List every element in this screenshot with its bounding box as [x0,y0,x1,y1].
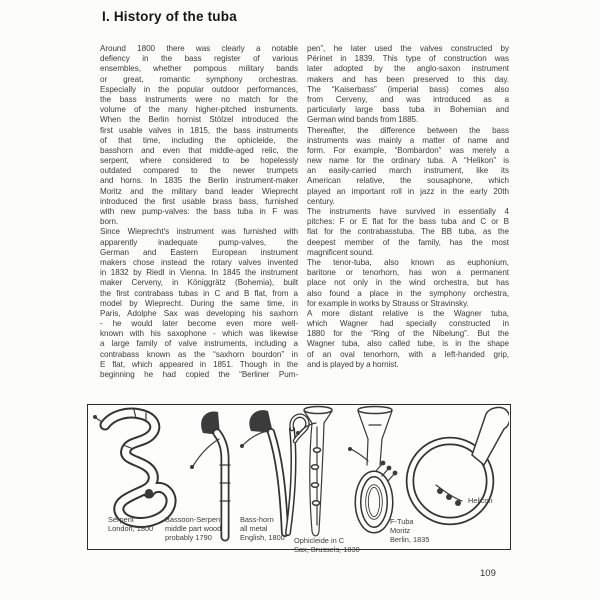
body-text-line: contrabass known as the “saxhorn bourdon” in [100,349,298,359]
body-text-left-column [100,44,298,380]
body-text-line: model by Wieprecht. During the same time, in [100,298,298,308]
caption-f-tuba [390,517,429,544]
body-text-line: maker Cerveny, in Königgrätz (Bohemia), built [100,278,298,288]
body-text-line: German wind bands from 1885. [307,115,419,125]
body-text-line: played an important roll in jazz in the early 20th [307,186,509,196]
caption-bassoon-serpent [165,515,222,542]
caption-line: Sax, Brussels, 1830 [294,545,360,554]
body-text-line: beginning he had copied the “Berliner Pum- [100,370,298,379]
caption-line: Bassoon-Serpent [165,515,223,524]
body-text-line: for example in works by Strauss or Stravinsky. [307,298,469,308]
page-number: 109 [480,568,496,579]
page-title: I. History of the tuba [102,9,237,24]
body-text-line: with new pump-valves: the bass tuba in F was [100,207,298,216]
body-text-line: place not only in the wind orchestra, but has [307,278,509,288]
body-text-line: from Cerveny, and was introduced as a [307,94,509,104]
body-text-line: later adopted by the anglo-saxon instrument [307,64,509,74]
body-text-line: E flat, which appeared in 1851. Though in the [100,359,298,369]
body-text-line: Thereafter, the difference between the bass [307,125,509,135]
body-text-line: the bass instruments were no match for the [100,94,298,104]
helicon-drawing [410,407,509,521]
caption-line: middle part wood [165,524,222,533]
body-text-line: born. [100,217,119,227]
body-text-line: A more distant relative is the Wagner tuba, [307,308,509,318]
caption-line: Bass-horn [240,515,274,524]
caption-line: Berlin, 1835 [390,535,430,544]
caption-line: probably 1790 [165,533,212,542]
caption-line: Ophicleide in C [294,536,345,545]
body-text-line: Moritz and the military band leader Wieprecht [100,186,298,196]
body-text-line: American relative, the sousaphone, which [307,176,509,186]
body-text-line: magnificent sound. [307,247,374,257]
caption-line: Serpent [108,515,134,524]
caption-line: F-Tuba [390,517,414,526]
body-text-line: defiency in the bass register of various [100,54,298,64]
body-text-line: introduced the first usable brass bass, furnished [100,196,298,206]
body-text-line: century. [307,196,335,206]
body-text-line: also found a place in the symphony orchestra, [307,288,509,298]
body-text-line: outdated compared to the newer trumpets [100,166,298,176]
serpent-drawing [93,410,171,522]
body-text-line: 1880 for the “Ring of the Nibelung”. But the [307,329,509,339]
body-text-line: Especially in the popular outdoor performances, [100,84,298,94]
caption-line: Moritz [390,526,411,535]
body-text-line: pitches: F or E flat for the bass tuba and C or B [307,217,509,227]
caption-line: London, 1800 [108,524,154,533]
body-text-line: Wagner tuba, also called tube, is in the shape [307,339,509,349]
caption-serpent [108,515,153,533]
body-text-line: pen”, he later used the valves constructed by [307,44,509,53]
body-text-line: Paris, Adolphe Sax was developing his saxhorn [100,308,298,318]
body-text-line: serpent, where considered to be hopelessly [100,156,298,166]
caption-line: all metal [240,524,268,533]
body-text-line: Périnet in 1839. This type of construction was [307,54,509,64]
body-text-line: basshorn and even that middle-aged relic, the [100,145,298,155]
body-text-line: first usable valves in 1815, the bass instruments [100,125,298,135]
body-text-line: known with his saxophone - which was likewise [100,329,298,339]
body-text-line: The tenor-tuba, also known as euphonium, [307,257,509,267]
body-text-line: deepest member of the family, has the most [307,237,509,247]
body-text-line: Since Wieprecht's instrument was furnished with [100,227,298,237]
body-text-line: an easily-carried march instrument, like its [307,166,509,176]
body-text-line: makers and has been preserved to this day. [307,74,509,84]
f-tuba-drawing [348,407,397,531]
body-text-line: particularly large bass tuba in Bohemian and [307,105,509,115]
caption-bass-horn [240,515,285,542]
ophicleide-drawing [296,407,332,536]
body-text-line: Around 1800 there was clearly a notable [100,44,298,53]
body-text-line: and horns. In 1835 the Berlin instrument-maker [100,176,298,186]
body-text-line: the first contrabass tubas in C and B flat, from a [100,288,298,298]
caption-line: English, 1800 [240,533,285,542]
body-text-line: baritone or tenorhorn, has won a permanent [307,268,509,278]
body-text-right-column [307,44,509,370]
body-text-line: new name for the ordinary tuba. A “Helikon” is [307,156,509,166]
body-text-line: of that time, including the ophicleide, the [100,135,298,145]
body-text-line: flat for the contrabasstuba. The BB tuba, as the [307,227,509,237]
body-text-line: volume of the many higher-pitched instruments. [100,105,298,115]
body-text-line: apparently inadequate pump-valves, the [100,237,298,247]
caption-line: Helicon [468,496,493,505]
instruments-figure [87,404,511,554]
body-text-line: ensembles, whether pompous military bands [100,64,298,74]
body-text-line: instruments was mainly a matter of name and [307,135,509,145]
body-text-line: which Wagner had specially constructed in [307,319,509,329]
body-text-line: and is played by a hornist. [307,359,399,369]
body-text-line: - he would later become even more well- [100,319,298,329]
body-text-line: of an oval tenorhorn, with a left-handed grip, [307,349,509,359]
caption-helicon [468,496,493,505]
body-text-line: in 1832 by Riedl in Vienna. In 1845 the instrument [100,268,298,278]
body-text-line: The instruments have survived in essentially 4 [307,207,509,216]
caption-ophicleide [294,536,360,554]
body-text-line: form. For example, “Bombardon” was merely a [307,145,509,155]
body-text-line: makers chose instead the rotary valves invented [100,257,298,267]
body-text-line: The “Kaiserbass” (imperial bass) comes also [307,84,509,94]
body-text-line: When the Berlin hornist Stölzel introduced the [100,115,298,125]
body-text-line: or great, romantic symphony orchestras. [100,74,298,84]
body-text-line: German and Eastern European instrument [100,247,298,257]
body-text-line: a large family of valve instruments, including a [100,339,298,349]
